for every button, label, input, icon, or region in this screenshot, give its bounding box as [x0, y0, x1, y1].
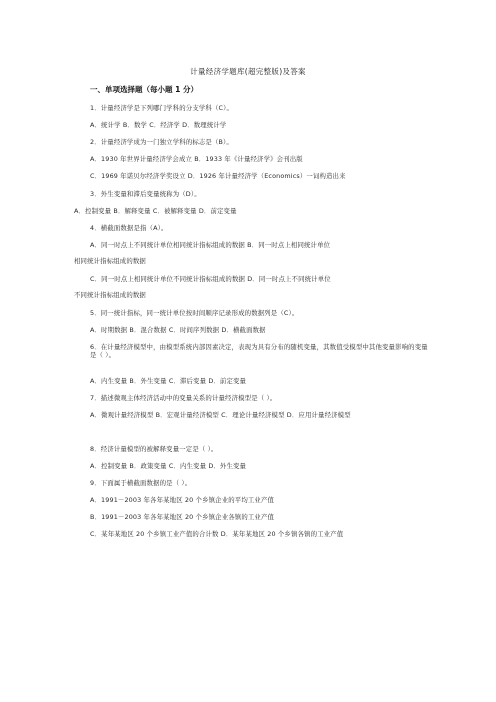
question-2-options-a: A．1930 年世界计量经济学会成立 B．1933 年《计量经济学》会刊出版: [90, 155, 303, 163]
question-7: 7．描述微观主体经济活动中的变量关系的计量经济模型是（ ）。: [90, 394, 277, 402]
question-9-option-a: A．1991－2003 年各年某地区 20 个乡镇企业的平均工业产值: [90, 496, 275, 504]
question-9-option-c: C．某年某地区 20 个乡镇工业产值的合计数 D．某年某地区 20 个乡镇各镇的工业产值: [90, 530, 344, 538]
question-2: 2．计量经济学成为一门独立学科的标志是（B）。: [90, 138, 233, 146]
question-9: 9．下面属于横截面数据的是（ ）。: [90, 479, 192, 487]
section-heading: 一、单项选择题（每小题 1 分）: [90, 85, 198, 94]
question-3-options: A．控制变量 B．解释变量 C．被解释变量 D．前定变量: [74, 207, 237, 215]
question-4-option-a: A．同一时点上不同统计单位相同统计指标组成的数据 B．同一时点上相同统计单位: [90, 241, 331, 249]
question-1-options: A．统计学 B．数学 C．经济学 D．数理统计学: [90, 121, 227, 129]
question-6: 6．在计量经济模型中，由模型系统内部因素决定，表现为具有分布的随机变量，其数值受模型中其他变量影响的变量是（ ）。: [90, 343, 428, 359]
question-4-option-a-cont: 相同统计指标组成的数据: [74, 257, 146, 265]
question-5: 5．同一统计指标，同一统计单位按时间顺序记录形成的数据列是（C）。: [90, 309, 299, 317]
question-3: 3．外生变量和滞后变量统称为（D）。: [90, 190, 201, 198]
document-title: 计量经济学题库(超完整版)及答案: [190, 67, 306, 76]
question-8-options: A．控制变量 B．政策变量 C．内生变量 D．外生变量: [90, 462, 247, 470]
question-5-options: A．时期数据 B．混合数据 C．时间序列数据 D．横截面数据: [90, 326, 266, 334]
question-4: 4．横截面数据是指（A）。: [90, 224, 168, 232]
question-6-options: A．内生变量 B．外生变量 C．滞后变量 D．前定变量: [90, 377, 247, 385]
question-4-option-c-cont: 不同统计指标组成的数据: [74, 291, 146, 299]
question-2-options-c: C．1969 年诺贝尔经济学奖设立 D．1926 年计量经济学（Economics）一词构造出来: [90, 172, 346, 180]
question-4-option-c: C．同一时点上相同统计单位不同统计指标组成的数据 D．同一时点上不同统计单位: [90, 275, 331, 283]
question-7-options: A．微观计量经济模型 B．宏观计量经济模型 C．理论计量经济模型 D．应用计量经济模型: [90, 411, 351, 419]
question-9-option-b: B．1991－2003 年各年某地区 20 个乡镇企业各镇的工业产值: [90, 513, 275, 521]
question-1: 1．计量经济学是下列哪门学科的分支学科（C）。: [90, 104, 233, 112]
question-8: 8．经济计量模型的被解释变量一定是（ ）。: [90, 445, 218, 453]
